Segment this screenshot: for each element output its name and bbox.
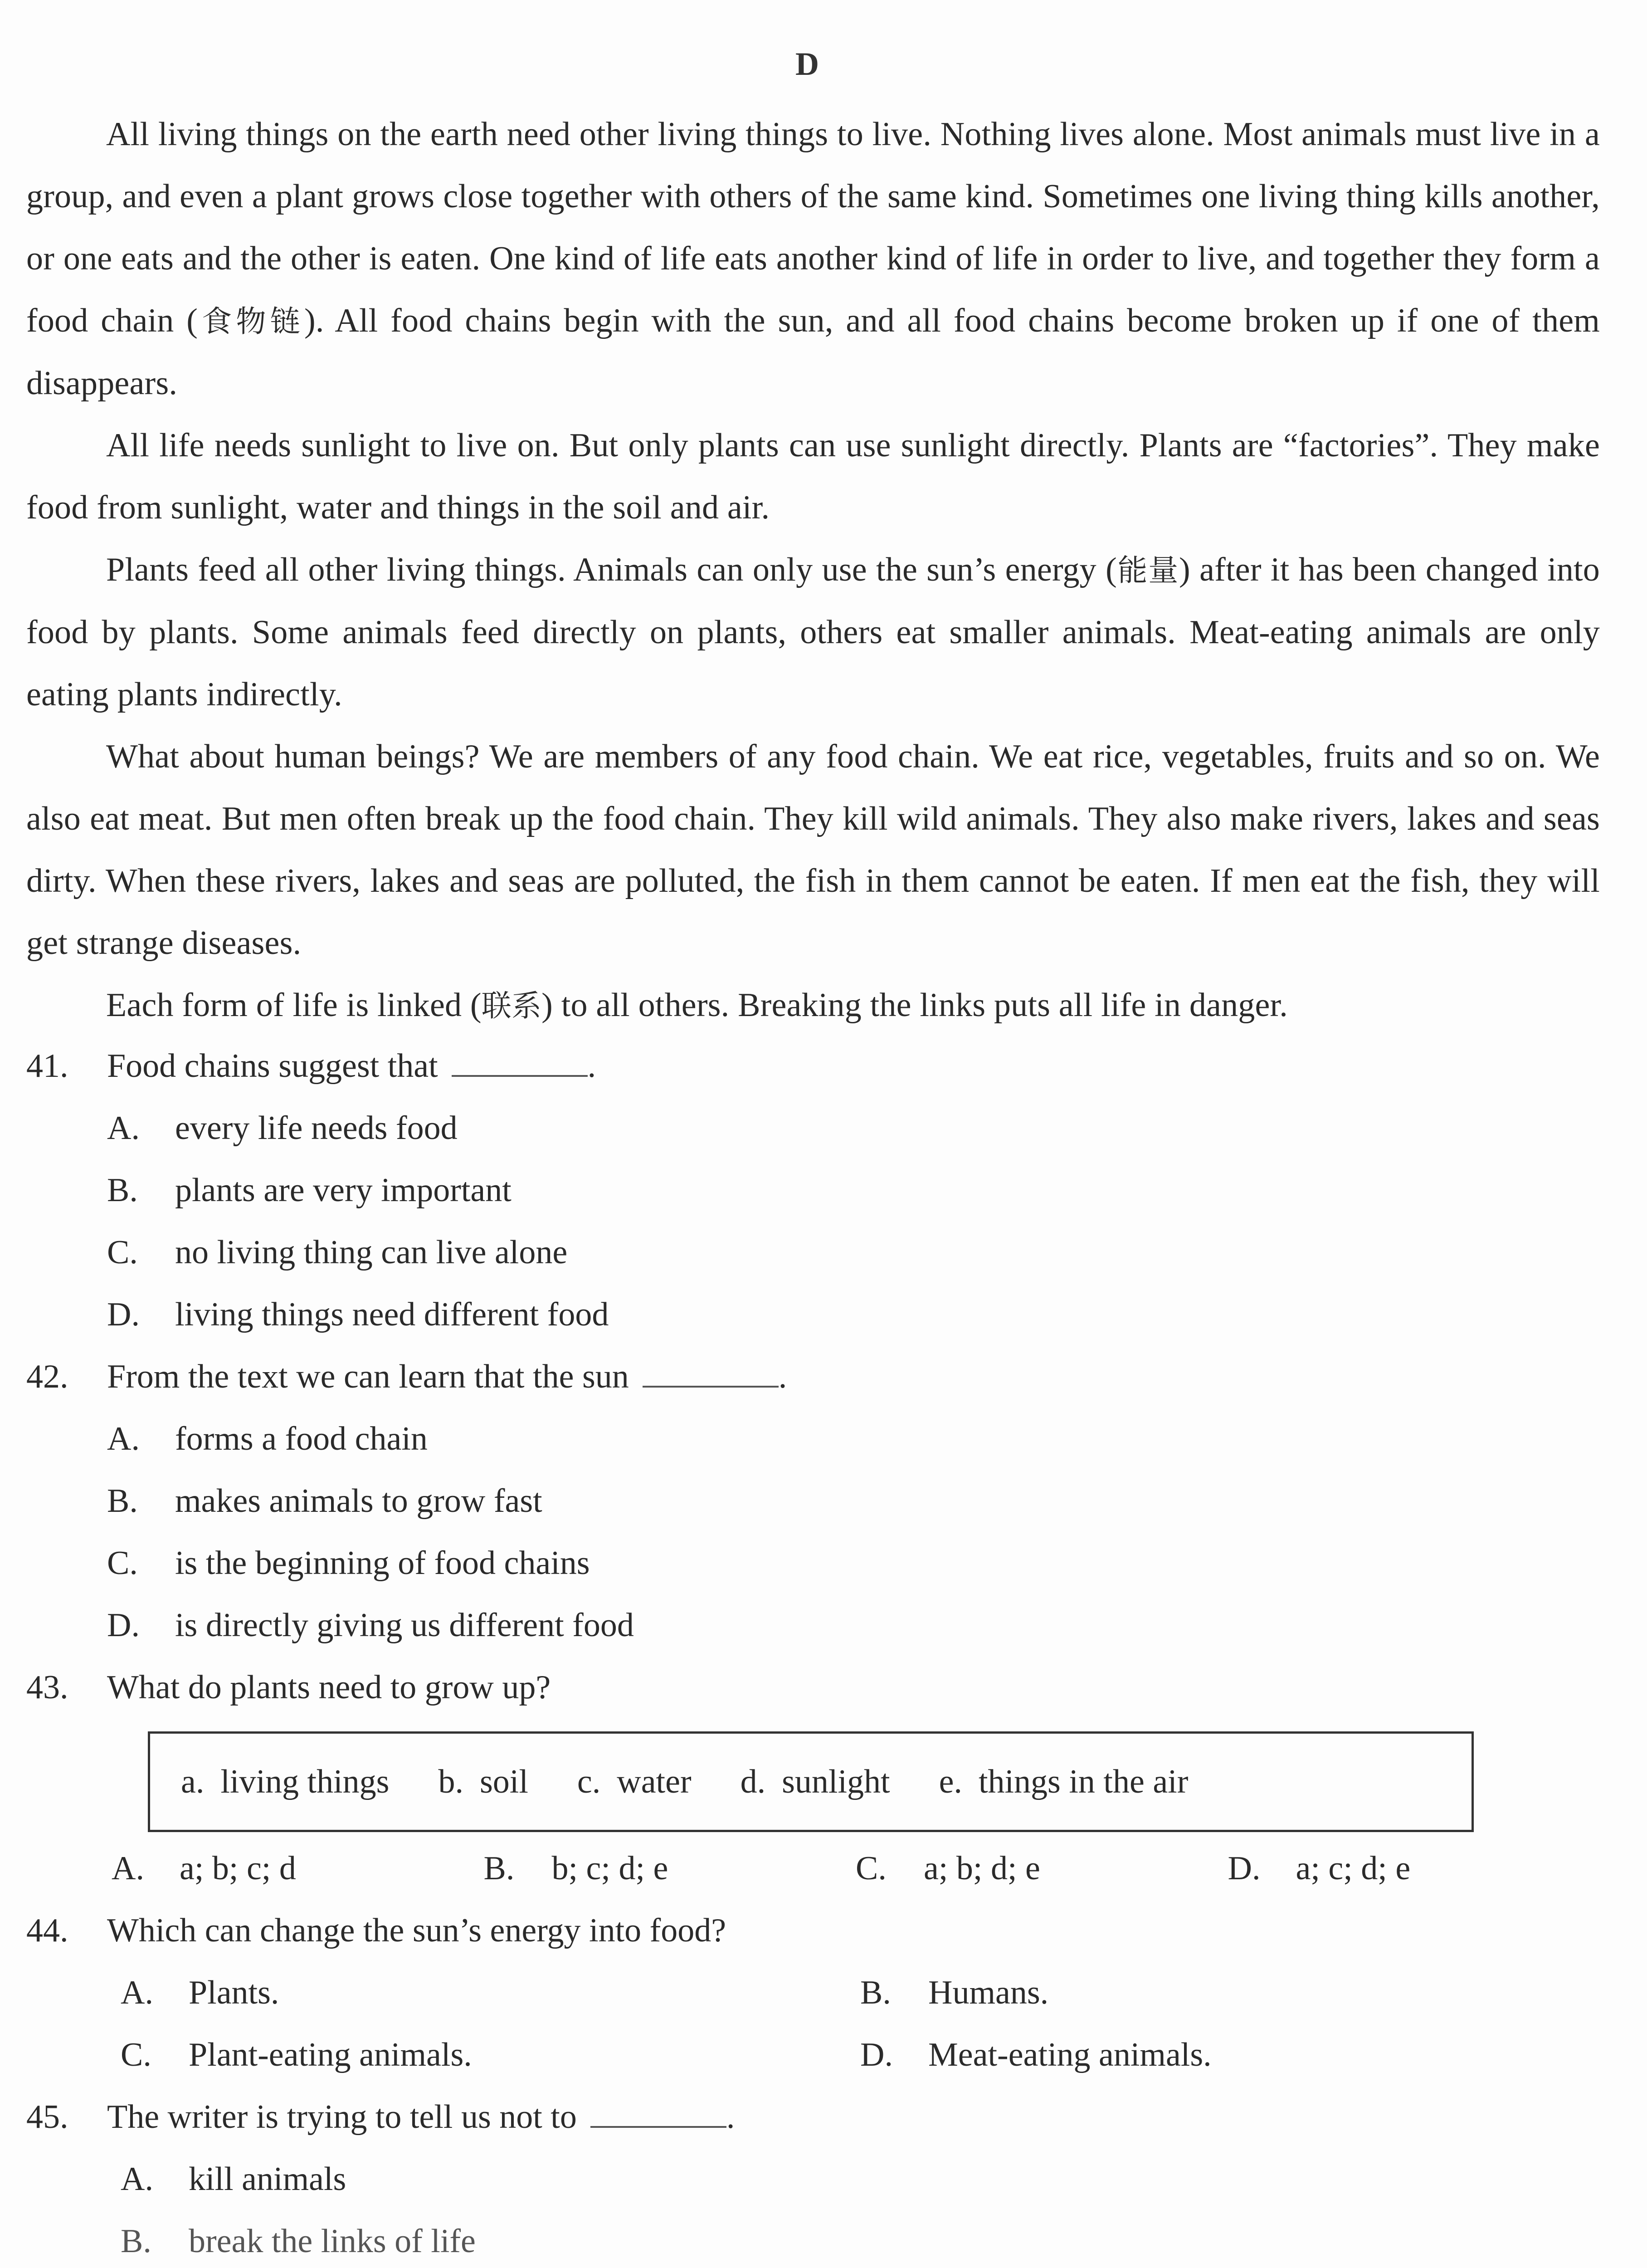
option-b: B. b; c; d; e bbox=[483, 1850, 668, 1887]
option-b: B. makes animals to grow fast bbox=[107, 1482, 542, 1520]
passage-paragraph-2: All life needs sunlight to live on. But only plants can use sunlight directly. Plants are “factories”. They make food from sunlight, water and things in the soil and air. bbox=[26, 427, 1600, 526]
question-stem: Food chains suggest that bbox=[107, 1047, 438, 1085]
box-item-d: d. sunlight bbox=[740, 1763, 890, 1800]
passage-paragraph-4: What about human beings? We are members of any food chain. We eat rice, vegetables, fruits and so on. We also eat meat. But men often break up the food chain. They kill wild animals. They also make rivers, lakes and seas dirty. When these rivers, lakes and seas are polluted, the fish in them cannot be eaten. If men eat the fish, they will get strange diseases. bbox=[26, 738, 1600, 962]
option-b: B. Humans. bbox=[860, 1974, 1049, 2011]
question-44 bbox=[26, 1900, 1600, 2086]
question-45: 45. The writer is trying to tell us not to . A. kill animals B. break the links of life bbox=[26, 2086, 1600, 2268]
question-stem: From the text we can learn that the sun bbox=[107, 1358, 629, 1395]
passage-paragraph-5: Each form of life is linked (联系) to all others. Breaking the links puts all life in danger. bbox=[106, 987, 1288, 1024]
question-42: 42. From the text we can learn that the sun . A. forms a food chain B. makes animals to grow fast C. is the beginning of food chains D. is directly giving us different food bbox=[26, 1346, 1600, 1657]
answer-blank bbox=[590, 2099, 726, 2128]
option-d: D. is directly giving us different food bbox=[107, 1607, 634, 1644]
option-b: B. break the links of life bbox=[121, 2223, 476, 2260]
option-c: C. a; b; d; e bbox=[856, 1850, 1040, 1887]
question-number: 41. bbox=[26, 1047, 68, 1085]
question-list bbox=[26, 1035, 1600, 2268]
option-row bbox=[26, 2024, 1600, 2086]
reading-passage bbox=[26, 103, 1600, 1037]
answer-blank bbox=[452, 1048, 588, 1077]
chinese-gloss: 联系 bbox=[481, 988, 542, 1023]
option-b: B. plants are very important bbox=[107, 1172, 512, 1209]
question-number: 45. bbox=[26, 2098, 68, 2136]
option-c: C. is the beginning of food chains bbox=[107, 1545, 590, 1582]
question-43 bbox=[26, 1657, 1600, 1900]
question-number: 42. bbox=[26, 1358, 68, 1395]
question-number: 43. bbox=[26, 1669, 68, 1706]
option-a: A. kill animals bbox=[121, 2160, 346, 2198]
option-a: A. every life needs food bbox=[107, 1110, 458, 1147]
box-item-b: b. soil bbox=[438, 1763, 528, 1800]
option-a: A. a; b; c; d bbox=[112, 1850, 296, 1887]
question-number: 44. bbox=[26, 1912, 68, 1949]
passage-paragraph-1: All living things on the earth need other living things to live. Nothing lives alone. Most animals must live in a group, and even a plant grows close together with others of the same kind. Sometimes one living thing kills another, or one eats and the other is eaten. One kind of life eats another kind of life in order to live, and together they form a food chain (食物链). All food chains begin with the sun, and all food chains become broken up if one of them disappears. bbox=[26, 116, 1600, 402]
question-stem: Which can change the sun’s energy into food? bbox=[107, 1912, 726, 1949]
option-row bbox=[26, 1838, 1600, 1900]
option-c: C. no living thing can live alone bbox=[107, 1234, 568, 1271]
option-d: D. Meat-eating animals. bbox=[860, 2036, 1212, 2073]
answer-blank bbox=[643, 1359, 779, 1388]
option-a: A. forms a food chain bbox=[107, 1420, 428, 1457]
chinese-gloss: 食物链 bbox=[198, 304, 304, 339]
option-d: D. a; c; d; e bbox=[1228, 1850, 1411, 1887]
option-c: C. Plant-eating animals. bbox=[121, 2036, 472, 2073]
option-a: A. Plants. bbox=[121, 1974, 279, 2011]
passage-paragraph-3: Plants feed all other living things. Animals can only use the sun’s energy (能量) after it has been changed into food by plants. Some animals feed directly on plants, others eat smaller animals. Meat-eating animals are only eating plants indirectly. bbox=[26, 551, 1600, 713]
option-d: D. living things need different food bbox=[107, 1296, 609, 1333]
question-stem: What do plants need to grow up? bbox=[107, 1669, 551, 1706]
box-item-a: a. living things bbox=[181, 1763, 390, 1800]
question-stem: The writer is trying to tell us not to bbox=[107, 2098, 577, 2136]
question-41: 41. Food chains suggest that . A. every life needs food B. plants are very important C. no living thing can live alone D. living things need different food bbox=[26, 1035, 1600, 1346]
box-item-e: e. things in the air bbox=[939, 1763, 1189, 1800]
box-item-c: c. water bbox=[577, 1763, 692, 1800]
chinese-gloss: 能量 bbox=[1116, 553, 1179, 588]
section-title: D bbox=[795, 46, 819, 82]
choice-items-box bbox=[148, 1731, 1474, 1832]
option-row bbox=[26, 1962, 1600, 2024]
